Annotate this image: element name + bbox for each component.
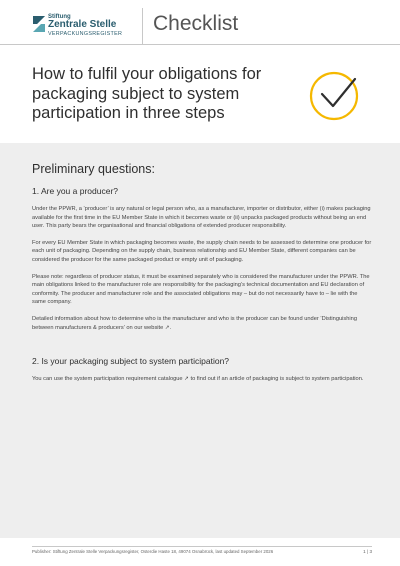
logo-line-2: Zentrale Stelle [48, 19, 117, 30]
question-1-paragraph-4[interactable]: Detailed information about how to determine who is the manufacturer and who is the producer can be found under ‘Distinguishing between manufacturers & producers’ on our website ↗. [32, 315, 358, 331]
page-number: 1 | 3 [363, 549, 372, 554]
footer-rule [32, 546, 372, 547]
document-type: Checklist [153, 12, 239, 35]
question-1-heading: 1. Are you a producer? [32, 186, 119, 196]
logo-line-1: Stiftung [48, 14, 71, 20]
checkmark-circle-icon [308, 70, 360, 122]
logo-line-3: VERPACKUNGSREGISTER [48, 31, 123, 37]
preliminary-questions-section [32, 143, 372, 384]
question-1-paragraph-2: For every EU Member State in which packaging becomes waste, the supply chain needs to be assessed to determine one producer for each unit of packaging. Depending on the supply chain, business relationship and EU Member State, different companies can be considered the producer for the same packaged product or empty unit of packaging. [32, 239, 372, 263]
footer-publisher: Publisher: Stiftung Zentrale Stelle Verpackungsregister, Osterdie Haste 18, 49074 Osnabrück, last updated September 2026 [32, 549, 274, 554]
zsvr-logo[interactable] [32, 12, 142, 40]
page-header [0, 0, 400, 44]
question-1-paragraph-1: Under the PPWR, a ‘producer’ is any natural or legal person who, as a manufacturer, importer or distributor, either (i) makes packaging available for the first time in the EU Member State in which it becomes waste or (ii) unpacks packaged products without being an end user. This party bears the organisational and financial obligations of extended producer responsibility. [32, 206, 371, 230]
section-heading: Preliminary questions: [32, 162, 155, 176]
page-title: How to fulfil your obligations for packaging subject to system participation in three steps [32, 65, 262, 122]
question-2-paragraph-1[interactable]: You can use the system participation requirement catalogue ↗ to find out if an article of packaging is subject to system participation. [32, 376, 364, 383]
zsvr-logo-icon [32, 14, 46, 34]
question-1-paragraph-3: Please note: regardless of producer status, it must be examined separately who is considered the manufacturer under the PPWR. The main obligations linked to the manufacturer role are responsibility for the packaging’s technical documentation and EU declaration of conformity. The producer and manufacturer role and the associated obligations may – but do not necessarily have to – lie with the same company. [32, 273, 370, 306]
header-rule [0, 44, 400, 45]
question-2-heading: 2. Is your packaging subject to system participation? [32, 356, 230, 367]
header-divider [142, 8, 143, 44]
